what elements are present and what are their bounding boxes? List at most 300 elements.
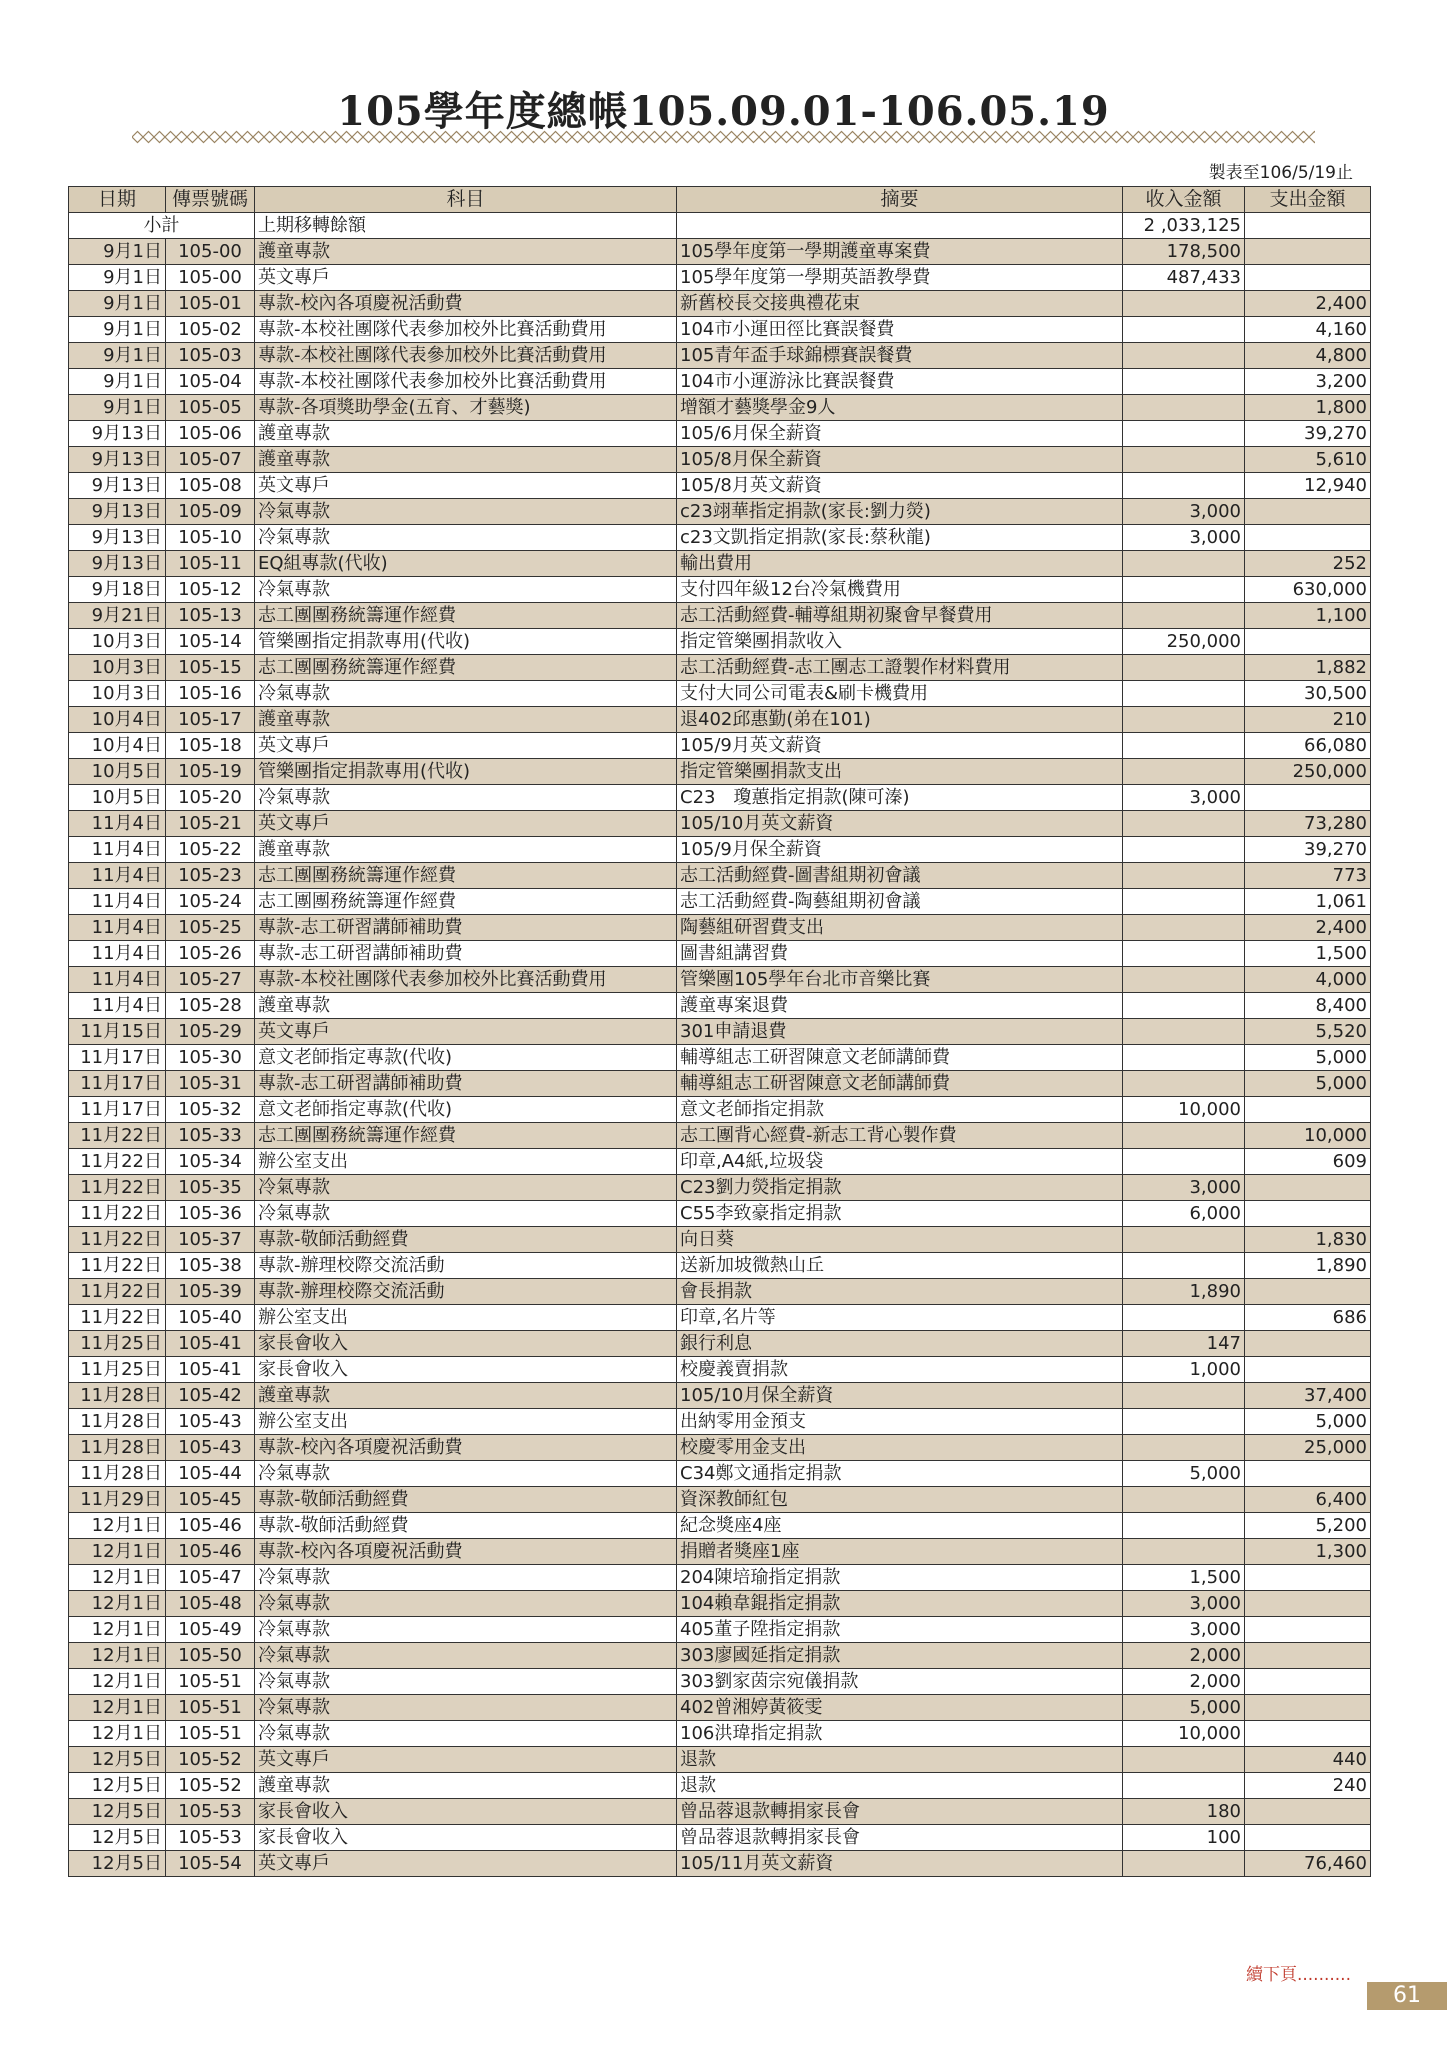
cell-expense xyxy=(1245,785,1371,811)
diamond-ornament-mark xyxy=(374,132,385,143)
table-row xyxy=(69,759,1371,785)
cell-summary: 圖書組講習費 xyxy=(677,941,1123,967)
cell-date: 12月5日 xyxy=(69,1825,166,1851)
cell-subject: 志工團團務統籌運作經費 xyxy=(255,603,677,629)
cell-date: 9月1日 xyxy=(69,395,166,421)
table-row xyxy=(69,317,1371,343)
cell-expense xyxy=(1245,499,1371,525)
cell-summary: 退款 xyxy=(677,1773,1123,1799)
cell-income xyxy=(1123,1487,1245,1513)
diamond-ornament-mark xyxy=(1122,132,1133,143)
cell-date: 12月1日 xyxy=(69,1721,166,1747)
cell-expense: 240 xyxy=(1245,1773,1371,1799)
cell-expense: 2,400 xyxy=(1245,291,1371,317)
cell-subject: 辦公室支出 xyxy=(255,1305,677,1331)
diamond-ornament-mark xyxy=(990,132,1001,143)
diamond-ornament-mark xyxy=(781,132,792,143)
cell-expense: 39,270 xyxy=(1245,837,1371,863)
cell-income: 487,433 xyxy=(1123,265,1245,291)
table-row xyxy=(69,733,1371,759)
diamond-ornament-mark xyxy=(1188,132,1199,143)
cell-summary: 志工活動經費-陶藝組期初會議 xyxy=(677,889,1123,915)
cell-subject: 冷氣專款 xyxy=(255,785,677,811)
table-row xyxy=(69,1253,1371,1279)
cell-subject: 冷氣專款 xyxy=(255,1565,677,1591)
table-row xyxy=(69,967,1371,993)
cell-expense xyxy=(1245,1201,1371,1227)
cell-date: 11月29日 xyxy=(69,1487,166,1513)
table-row xyxy=(69,525,1371,551)
cell-summary: 送新加坡微熱山丘 xyxy=(677,1253,1123,1279)
cell-voucher-no: 105-27 xyxy=(166,967,255,993)
cell-summary: 105/6月保全薪資 xyxy=(677,421,1123,447)
diamond-ornament-mark xyxy=(154,132,165,143)
cell-subject: 家長會收入 xyxy=(255,1331,677,1357)
cell-expense: 30,500 xyxy=(1245,681,1371,707)
diamond-ornament-mark xyxy=(891,132,902,143)
diamond-ornament-mark xyxy=(968,132,979,143)
cell-date: 9月1日 xyxy=(69,291,166,317)
table-row xyxy=(69,1305,1371,1331)
cell-voucher-no: 105-52 xyxy=(166,1747,255,1773)
cell-income: 6,000 xyxy=(1123,1201,1245,1227)
cell-income xyxy=(1123,1071,1245,1097)
cell-summary: C55李致豪指定捐款 xyxy=(677,1201,1123,1227)
cell-subject: 英文專戶 xyxy=(255,473,677,499)
diamond-ornament-mark xyxy=(220,132,231,143)
table-row xyxy=(69,681,1371,707)
cell-income xyxy=(1123,915,1245,941)
cell-expense: 5,000 xyxy=(1245,1045,1371,1071)
cell-subject: 專款-本校社團隊代表參加校外比賽活動費用 xyxy=(255,369,677,395)
cell-summary: 退款 xyxy=(677,1747,1123,1773)
cell-income: 2,000 xyxy=(1123,1643,1245,1669)
diamond-ornament-mark xyxy=(1001,132,1012,143)
diamond-ornament-mark xyxy=(902,132,913,143)
cell-summary: 出納零用金預支 xyxy=(677,1409,1123,1435)
table-row xyxy=(69,603,1371,629)
cell-date: 10月3日 xyxy=(69,655,166,681)
table-row xyxy=(69,1747,1371,1773)
cell-date: 12月1日 xyxy=(69,1591,166,1617)
cell-expense: 250,000 xyxy=(1245,759,1371,785)
cell-expense xyxy=(1245,265,1371,291)
cell-summary: 指定管樂團捐款收入 xyxy=(677,629,1123,655)
cell-expense: 686 xyxy=(1245,1305,1371,1331)
cell-voucher-no: 105-54 xyxy=(166,1851,255,1877)
cell-summary: 105學年度第一學期英語教學費 xyxy=(677,265,1123,291)
cell-subject: 專款-辦理校際交流活動 xyxy=(255,1279,677,1305)
cell-subject: 英文專戶 xyxy=(255,1747,677,1773)
cell-subject: 專款-校內各項慶祝活動費 xyxy=(255,1435,677,1461)
cell-income: 178,500 xyxy=(1123,239,1245,265)
diamond-ornament-mark xyxy=(187,132,198,143)
cell-summary: c23翊華指定捐款(家長:劉力熒) xyxy=(677,499,1123,525)
cell-summary: 輸出費用 xyxy=(677,551,1123,577)
cell-expense: 2,400 xyxy=(1245,915,1371,941)
cell-summary: 印章,A4紙,垃圾袋 xyxy=(677,1149,1123,1175)
diamond-ornament-mark xyxy=(1210,132,1221,143)
cell-income: 3,000 xyxy=(1123,785,1245,811)
cell-income xyxy=(1123,759,1245,785)
cell-income xyxy=(1123,811,1245,837)
diamond-ornament-mark xyxy=(308,132,319,143)
subtotal-income: 2 ,033,125 xyxy=(1123,213,1245,239)
cell-voucher-no: 105-53 xyxy=(166,1825,255,1851)
cell-date: 11月25日 xyxy=(69,1357,166,1383)
cell-summary: 105/11月英文薪資 xyxy=(677,1851,1123,1877)
cell-expense xyxy=(1245,1591,1371,1617)
diamond-ornament-mark xyxy=(660,132,671,143)
cell-date: 11月4日 xyxy=(69,863,166,889)
diamond-border-ornament xyxy=(132,130,1315,144)
cell-expense: 3,200 xyxy=(1245,369,1371,395)
cell-subject: 護童專款 xyxy=(255,239,677,265)
diamond-ornament-mark xyxy=(1177,132,1188,143)
cell-date: 11月4日 xyxy=(69,967,166,993)
cell-expense: 440 xyxy=(1245,1747,1371,1773)
cell-date: 12月1日 xyxy=(69,1565,166,1591)
cell-voucher-no: 105-08 xyxy=(166,473,255,499)
cell-expense: 773 xyxy=(1245,863,1371,889)
table-row xyxy=(69,941,1371,967)
cell-subject: 志工團團務統籌運作經費 xyxy=(255,889,677,915)
table-row xyxy=(69,1227,1371,1253)
cell-date: 9月18日 xyxy=(69,577,166,603)
diamond-ornament-mark xyxy=(539,132,550,143)
cell-income: 5,000 xyxy=(1123,1461,1245,1487)
cell-income: 2,000 xyxy=(1123,1669,1245,1695)
cell-subject: 護童專款 xyxy=(255,1383,677,1409)
table-row xyxy=(69,1123,1371,1149)
cell-date: 9月13日 xyxy=(69,551,166,577)
diamond-ornament-mark xyxy=(1309,132,1315,143)
cell-subject: 護童專款 xyxy=(255,1773,677,1799)
diamond-ornament-mark xyxy=(1023,132,1034,143)
cell-subject: 管樂團指定捐款專用(代收) xyxy=(255,759,677,785)
cell-subject: 專款-本校社團隊代表參加校外比賽活動費用 xyxy=(255,967,677,993)
cell-subject: 辦公室支出 xyxy=(255,1149,677,1175)
cell-summary: 105/9月保全薪資 xyxy=(677,837,1123,863)
diamond-ornament-mark xyxy=(440,132,451,143)
cell-voucher-no: 105-43 xyxy=(166,1435,255,1461)
cell-income xyxy=(1123,1747,1245,1773)
cell-date: 11月4日 xyxy=(69,915,166,941)
cell-voucher-no: 105-51 xyxy=(166,1695,255,1721)
cell-date: 12月1日 xyxy=(69,1643,166,1669)
cell-subject: 專款-校內各項慶祝活動費 xyxy=(255,1539,677,1565)
cell-summary: 新舊校長交接典禮花束 xyxy=(677,291,1123,317)
diamond-ornament-mark xyxy=(957,132,968,143)
cell-summary: 105/9月英文薪資 xyxy=(677,733,1123,759)
cell-summary: 護童專案退費 xyxy=(677,993,1123,1019)
cell-date: 11月22日 xyxy=(69,1201,166,1227)
diamond-ornament-mark xyxy=(1056,132,1067,143)
diamond-ornament-mark xyxy=(583,132,594,143)
cell-expense xyxy=(1245,1565,1371,1591)
cell-expense xyxy=(1245,1331,1371,1357)
cell-summary: 104市小運游泳比賽誤餐費 xyxy=(677,369,1123,395)
cell-income xyxy=(1123,473,1245,499)
cell-income: 100 xyxy=(1123,1825,1245,1851)
cell-voucher-no: 105-29 xyxy=(166,1019,255,1045)
table-row xyxy=(69,369,1371,395)
cell-subject: 護童專款 xyxy=(255,707,677,733)
cell-date: 10月3日 xyxy=(69,681,166,707)
diamond-ornament-mark xyxy=(726,132,737,143)
table-row xyxy=(69,1019,1371,1045)
cell-expense: 8,400 xyxy=(1245,993,1371,1019)
cell-income: 1,000 xyxy=(1123,1357,1245,1383)
page-title: 105學年度總帳105.09.01-106.05.19 xyxy=(337,88,1110,135)
header-date: 日期 xyxy=(69,187,166,213)
diamond-ornament-mark xyxy=(451,132,462,143)
diamond-ornament-mark xyxy=(275,132,286,143)
diamond-ornament-mark xyxy=(550,132,561,143)
cell-date: 9月13日 xyxy=(69,421,166,447)
cell-summary: 志工活動經費-輔導組期初聚會早餐費用 xyxy=(677,603,1123,629)
header-expense: 支出金額 xyxy=(1245,187,1371,213)
cell-income: 3,000 xyxy=(1123,499,1245,525)
table-row xyxy=(69,1617,1371,1643)
cell-expense: 37,400 xyxy=(1245,1383,1371,1409)
cell-income: 3,000 xyxy=(1123,1175,1245,1201)
cell-date: 9月1日 xyxy=(69,239,166,265)
table-row xyxy=(69,1851,1371,1877)
cell-subject: 專款-校內各項慶祝活動費 xyxy=(255,291,677,317)
diamond-ornament-mark xyxy=(627,132,638,143)
cell-income xyxy=(1123,1149,1245,1175)
diamond-ornament-mark xyxy=(385,132,396,143)
cell-date: 11月4日 xyxy=(69,811,166,837)
diamond-ornament-mark xyxy=(231,132,242,143)
cell-voucher-no: 105-52 xyxy=(166,1773,255,1799)
cell-summary: 204陳培瑜指定捐款 xyxy=(677,1565,1123,1591)
cell-expense: 1,830 xyxy=(1245,1227,1371,1253)
cell-voucher-no: 105-24 xyxy=(166,889,255,915)
cell-subject: 英文專戶 xyxy=(255,811,677,837)
cell-income xyxy=(1123,1253,1245,1279)
cell-income xyxy=(1123,447,1245,473)
diamond-ornament-mark xyxy=(517,132,528,143)
cell-expense: 1,882 xyxy=(1245,655,1371,681)
cell-summary: 105/10月保全薪資 xyxy=(677,1383,1123,1409)
cell-subject: 意文老師指定專款(代收) xyxy=(255,1045,677,1071)
cell-voucher-no: 105-18 xyxy=(166,733,255,759)
cell-subject: 志工團團務統籌運作經費 xyxy=(255,1123,677,1149)
diamond-ornament-mark xyxy=(605,132,616,143)
cell-expense: 4,160 xyxy=(1245,317,1371,343)
diamond-ornament-mark xyxy=(176,132,187,143)
cell-expense xyxy=(1245,239,1371,265)
header-income: 收入金額 xyxy=(1123,187,1245,213)
diamond-ornament-mark xyxy=(1089,132,1100,143)
diamond-ornament-mark xyxy=(528,132,539,143)
table-row xyxy=(69,421,1371,447)
cell-subject: 冷氣專款 xyxy=(255,1591,677,1617)
table-row xyxy=(69,1461,1371,1487)
table-row xyxy=(69,551,1371,577)
table-row xyxy=(69,993,1371,1019)
cell-date: 12月1日 xyxy=(69,1695,166,1721)
cell-date: 11月28日 xyxy=(69,1435,166,1461)
diamond-ornament-mark xyxy=(253,132,264,143)
cell-expense: 1,100 xyxy=(1245,603,1371,629)
cell-income: 147 xyxy=(1123,1331,1245,1357)
table-row xyxy=(69,1409,1371,1435)
cell-subject: 護童專款 xyxy=(255,993,677,1019)
cell-voucher-no: 105-01 xyxy=(166,291,255,317)
cell-summary: 105學年度第一學期護童專案費 xyxy=(677,239,1123,265)
cell-income xyxy=(1123,395,1245,421)
table-row xyxy=(69,655,1371,681)
cell-expense: 39,270 xyxy=(1245,421,1371,447)
cell-voucher-no: 105-02 xyxy=(166,317,255,343)
cell-subject: 冷氣專款 xyxy=(255,1461,677,1487)
table-row xyxy=(69,785,1371,811)
cell-income: 180 xyxy=(1123,1799,1245,1825)
cell-income xyxy=(1123,291,1245,317)
cell-voucher-no: 105-48 xyxy=(166,1591,255,1617)
cell-voucher-no: 105-12 xyxy=(166,577,255,603)
cell-voucher-no: 105-43 xyxy=(166,1409,255,1435)
diamond-ornament-mark xyxy=(1166,132,1177,143)
cell-expense: 630,000 xyxy=(1245,577,1371,603)
cell-date: 12月5日 xyxy=(69,1799,166,1825)
cell-date: 11月4日 xyxy=(69,889,166,915)
table-row xyxy=(69,811,1371,837)
cell-expense xyxy=(1245,1825,1371,1851)
cell-summary: 捐贈者獎座1座 xyxy=(677,1539,1123,1565)
cell-date: 9月13日 xyxy=(69,447,166,473)
diamond-ornament-mark xyxy=(825,132,836,143)
cell-subject: 志工團團務統籌運作經費 xyxy=(255,655,677,681)
subtotal-row xyxy=(69,213,1371,239)
table-row xyxy=(69,1383,1371,1409)
cell-date: 11月4日 xyxy=(69,993,166,1019)
cell-expense: 76,460 xyxy=(1245,1851,1371,1877)
diamond-ornament-mark xyxy=(1199,132,1210,143)
cell-subject: 護童專款 xyxy=(255,447,677,473)
table-row xyxy=(69,447,1371,473)
cell-expense: 25,000 xyxy=(1245,1435,1371,1461)
table-row xyxy=(69,1799,1371,1825)
cell-summary: 105青年盃手球錦標賽誤餐費 xyxy=(677,343,1123,369)
cell-date: 12月5日 xyxy=(69,1747,166,1773)
cell-voucher-no: 105-36 xyxy=(166,1201,255,1227)
cell-expense: 10,000 xyxy=(1245,1123,1371,1149)
table-row xyxy=(69,395,1371,421)
cell-voucher-no: 105-31 xyxy=(166,1071,255,1097)
cell-expense: 5,000 xyxy=(1245,1071,1371,1097)
diamond-ornament-mark xyxy=(418,132,429,143)
cell-date: 12月1日 xyxy=(69,1669,166,1695)
cell-subject: 冷氣專款 xyxy=(255,681,677,707)
cell-voucher-no: 105-25 xyxy=(166,915,255,941)
cell-expense: 12,940 xyxy=(1245,473,1371,499)
diamond-ornament-mark xyxy=(1012,132,1023,143)
cell-date: 11月22日 xyxy=(69,1227,166,1253)
cell-income xyxy=(1123,603,1245,629)
cell-income xyxy=(1123,1305,1245,1331)
cell-date: 10月4日 xyxy=(69,733,166,759)
diamond-ornament-mark xyxy=(1100,132,1111,143)
cell-income xyxy=(1123,863,1245,889)
cell-expense xyxy=(1245,1721,1371,1747)
diamond-ornament-mark xyxy=(737,132,748,143)
cell-date: 9月1日 xyxy=(69,265,166,291)
cell-expense: 6,400 xyxy=(1245,1487,1371,1513)
cell-subject: 專款-本校社團隊代表參加校外比賽活動費用 xyxy=(255,343,677,369)
cell-date: 9月21日 xyxy=(69,603,166,629)
cell-expense xyxy=(1245,629,1371,655)
diamond-ornament-mark xyxy=(165,132,176,143)
cell-date: 9月13日 xyxy=(69,525,166,551)
table-row xyxy=(69,1201,1371,1227)
cell-voucher-no: 105-07 xyxy=(166,447,255,473)
table-row xyxy=(69,1565,1371,1591)
cell-income: 250,000 xyxy=(1123,629,1245,655)
cell-date: 9月13日 xyxy=(69,499,166,525)
ledger-table xyxy=(68,186,1371,1877)
table-row xyxy=(69,1097,1371,1123)
cell-voucher-no: 105-32 xyxy=(166,1097,255,1123)
cell-income xyxy=(1123,1045,1245,1071)
cell-subject: 志工團團務統籌運作經費 xyxy=(255,863,677,889)
cell-voucher-no: 105-51 xyxy=(166,1669,255,1695)
diamond-ornament-mark xyxy=(759,132,770,143)
cell-income xyxy=(1123,889,1245,915)
cell-date: 12月1日 xyxy=(69,1513,166,1539)
cell-expense: 1,890 xyxy=(1245,1253,1371,1279)
cell-income: 10,000 xyxy=(1123,1097,1245,1123)
cell-summary: 退402邱惠勤(弟在101) xyxy=(677,707,1123,733)
cell-summary: 303廖國延指定捐款 xyxy=(677,1643,1123,1669)
table-row xyxy=(69,1045,1371,1071)
diamond-ornament-mark xyxy=(132,132,143,143)
cell-subject: 專款-辦理校際交流活動 xyxy=(255,1253,677,1279)
cell-voucher-no: 105-11 xyxy=(166,551,255,577)
diamond-ornament-mark xyxy=(682,132,693,143)
table-row xyxy=(69,1513,1371,1539)
table-row xyxy=(69,915,1371,941)
cell-date: 11月4日 xyxy=(69,837,166,863)
cell-date: 12月1日 xyxy=(69,1617,166,1643)
table-row xyxy=(69,889,1371,915)
cell-expense: 66,080 xyxy=(1245,733,1371,759)
diamond-ornament-mark xyxy=(143,132,154,143)
cell-voucher-no: 105-03 xyxy=(166,343,255,369)
cell-date: 9月1日 xyxy=(69,317,166,343)
diamond-ornament-mark xyxy=(1276,132,1287,143)
diamond-ornament-mark xyxy=(506,132,517,143)
diamond-ornament-mark xyxy=(462,132,473,143)
diamond-ornament-mark xyxy=(1221,132,1232,143)
cell-date: 9月1日 xyxy=(69,343,166,369)
cell-date: 12月1日 xyxy=(69,1539,166,1565)
diamond-ornament-mark xyxy=(286,132,297,143)
cell-summary: 105/8月英文薪資 xyxy=(677,473,1123,499)
cell-subject: 專款-志工研習講師補助費 xyxy=(255,1071,677,1097)
diamond-ornament-mark xyxy=(1243,132,1254,143)
diamond-ornament-mark xyxy=(198,132,209,143)
cell-summary: 校慶義賣捐款 xyxy=(677,1357,1123,1383)
cell-subject: 專款-敬師活動經費 xyxy=(255,1227,677,1253)
cell-date: 11月22日 xyxy=(69,1149,166,1175)
cell-income: 1,500 xyxy=(1123,1565,1245,1591)
cell-expense xyxy=(1245,1669,1371,1695)
cell-subject: 專款-敬師活動經費 xyxy=(255,1487,677,1513)
